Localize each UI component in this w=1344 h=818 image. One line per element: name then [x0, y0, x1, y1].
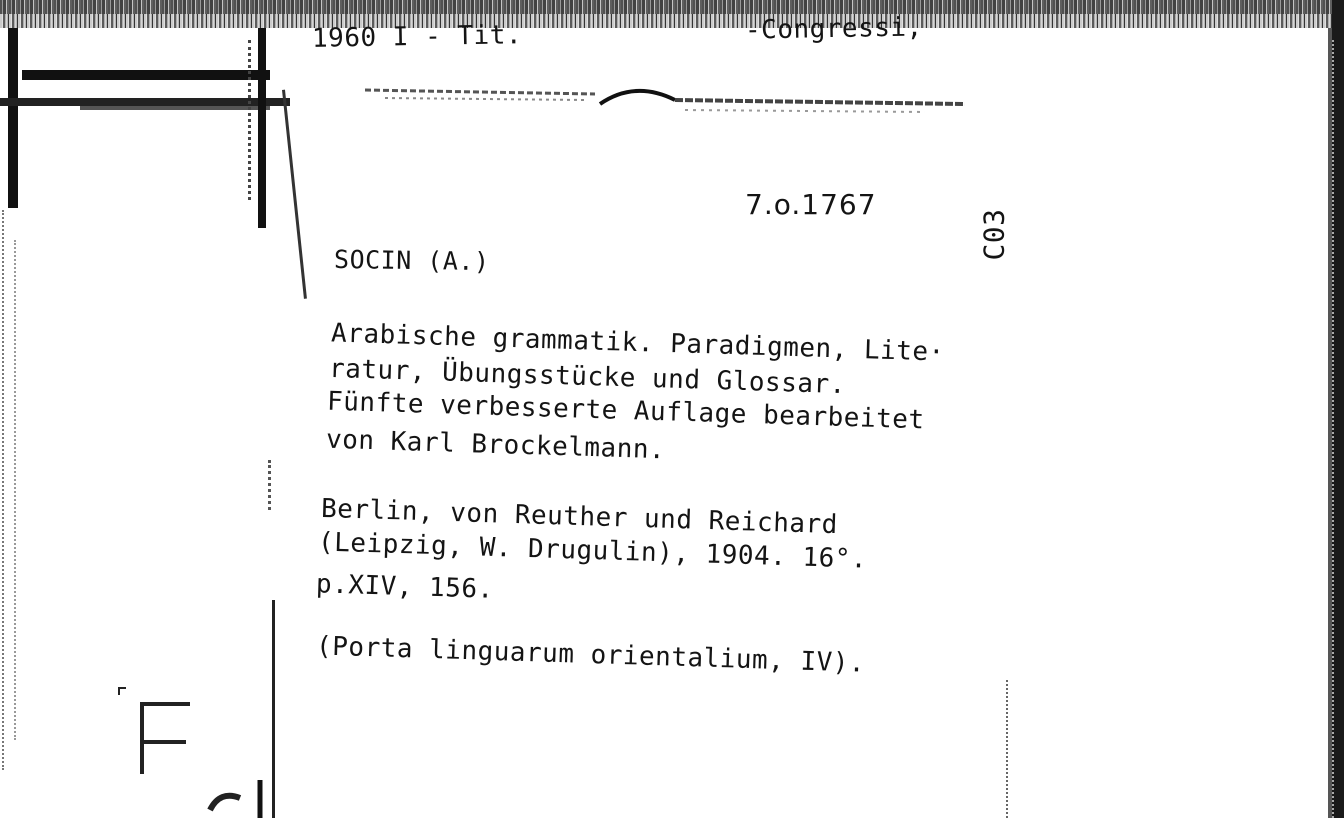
card-border-vertical-1-speckle	[248, 40, 257, 200]
left-card-edge	[8, 28, 18, 208]
margin-tick-mark	[118, 686, 128, 696]
left-speckle-line	[2, 210, 6, 770]
card-border-vertical-1	[258, 28, 266, 228]
imprint-line: p.XIV, 156.	[315, 569, 495, 605]
header-line: 1960 I - Tit.	[311, 20, 523, 54]
series-note: (Porta linguarum orientalium, IV).	[315, 631, 866, 679]
corner-mark	[200, 780, 270, 818]
title-line: Arabische grammatik. Paradigmen, Lite·	[330, 318, 946, 368]
right-margin-speckle	[1332, 40, 1336, 818]
card-border-diagonal	[282, 90, 307, 299]
margin-code: C03	[977, 208, 1011, 261]
imprint-line: Berlin, von Reuther und Reichard	[320, 493, 839, 541]
strikeout-mark	[365, 82, 965, 122]
card-border-horizontal-1	[22, 70, 270, 80]
scan-noise-band-inner	[0, 14, 1344, 28]
margin-letter-f	[138, 696, 198, 776]
left-speckle-line-2	[14, 240, 18, 740]
card-border-horizontal-2-shadow	[80, 106, 270, 110]
mid-speckle	[268, 460, 274, 510]
title-line: von Karl Brockelmann.	[325, 424, 666, 466]
header-line-right: ‐Congressi,	[744, 12, 923, 46]
card-border-vertical-2	[272, 600, 275, 818]
call-number: 7.o.1767	[745, 188, 877, 221]
card-border-horizontal-2	[0, 98, 290, 106]
right-speckle-line	[1006, 680, 1010, 818]
title-line: Fünfte verbesserte Auflage bearbeitet	[326, 386, 926, 436]
title-line: ratur, Übungsstücke und Glossar.	[328, 353, 847, 401]
author-heading: SOCIN (A.)	[333, 244, 490, 277]
imprint-line: (Leipzig, W. Drugulin), 1904. 16°.	[317, 527, 868, 575]
